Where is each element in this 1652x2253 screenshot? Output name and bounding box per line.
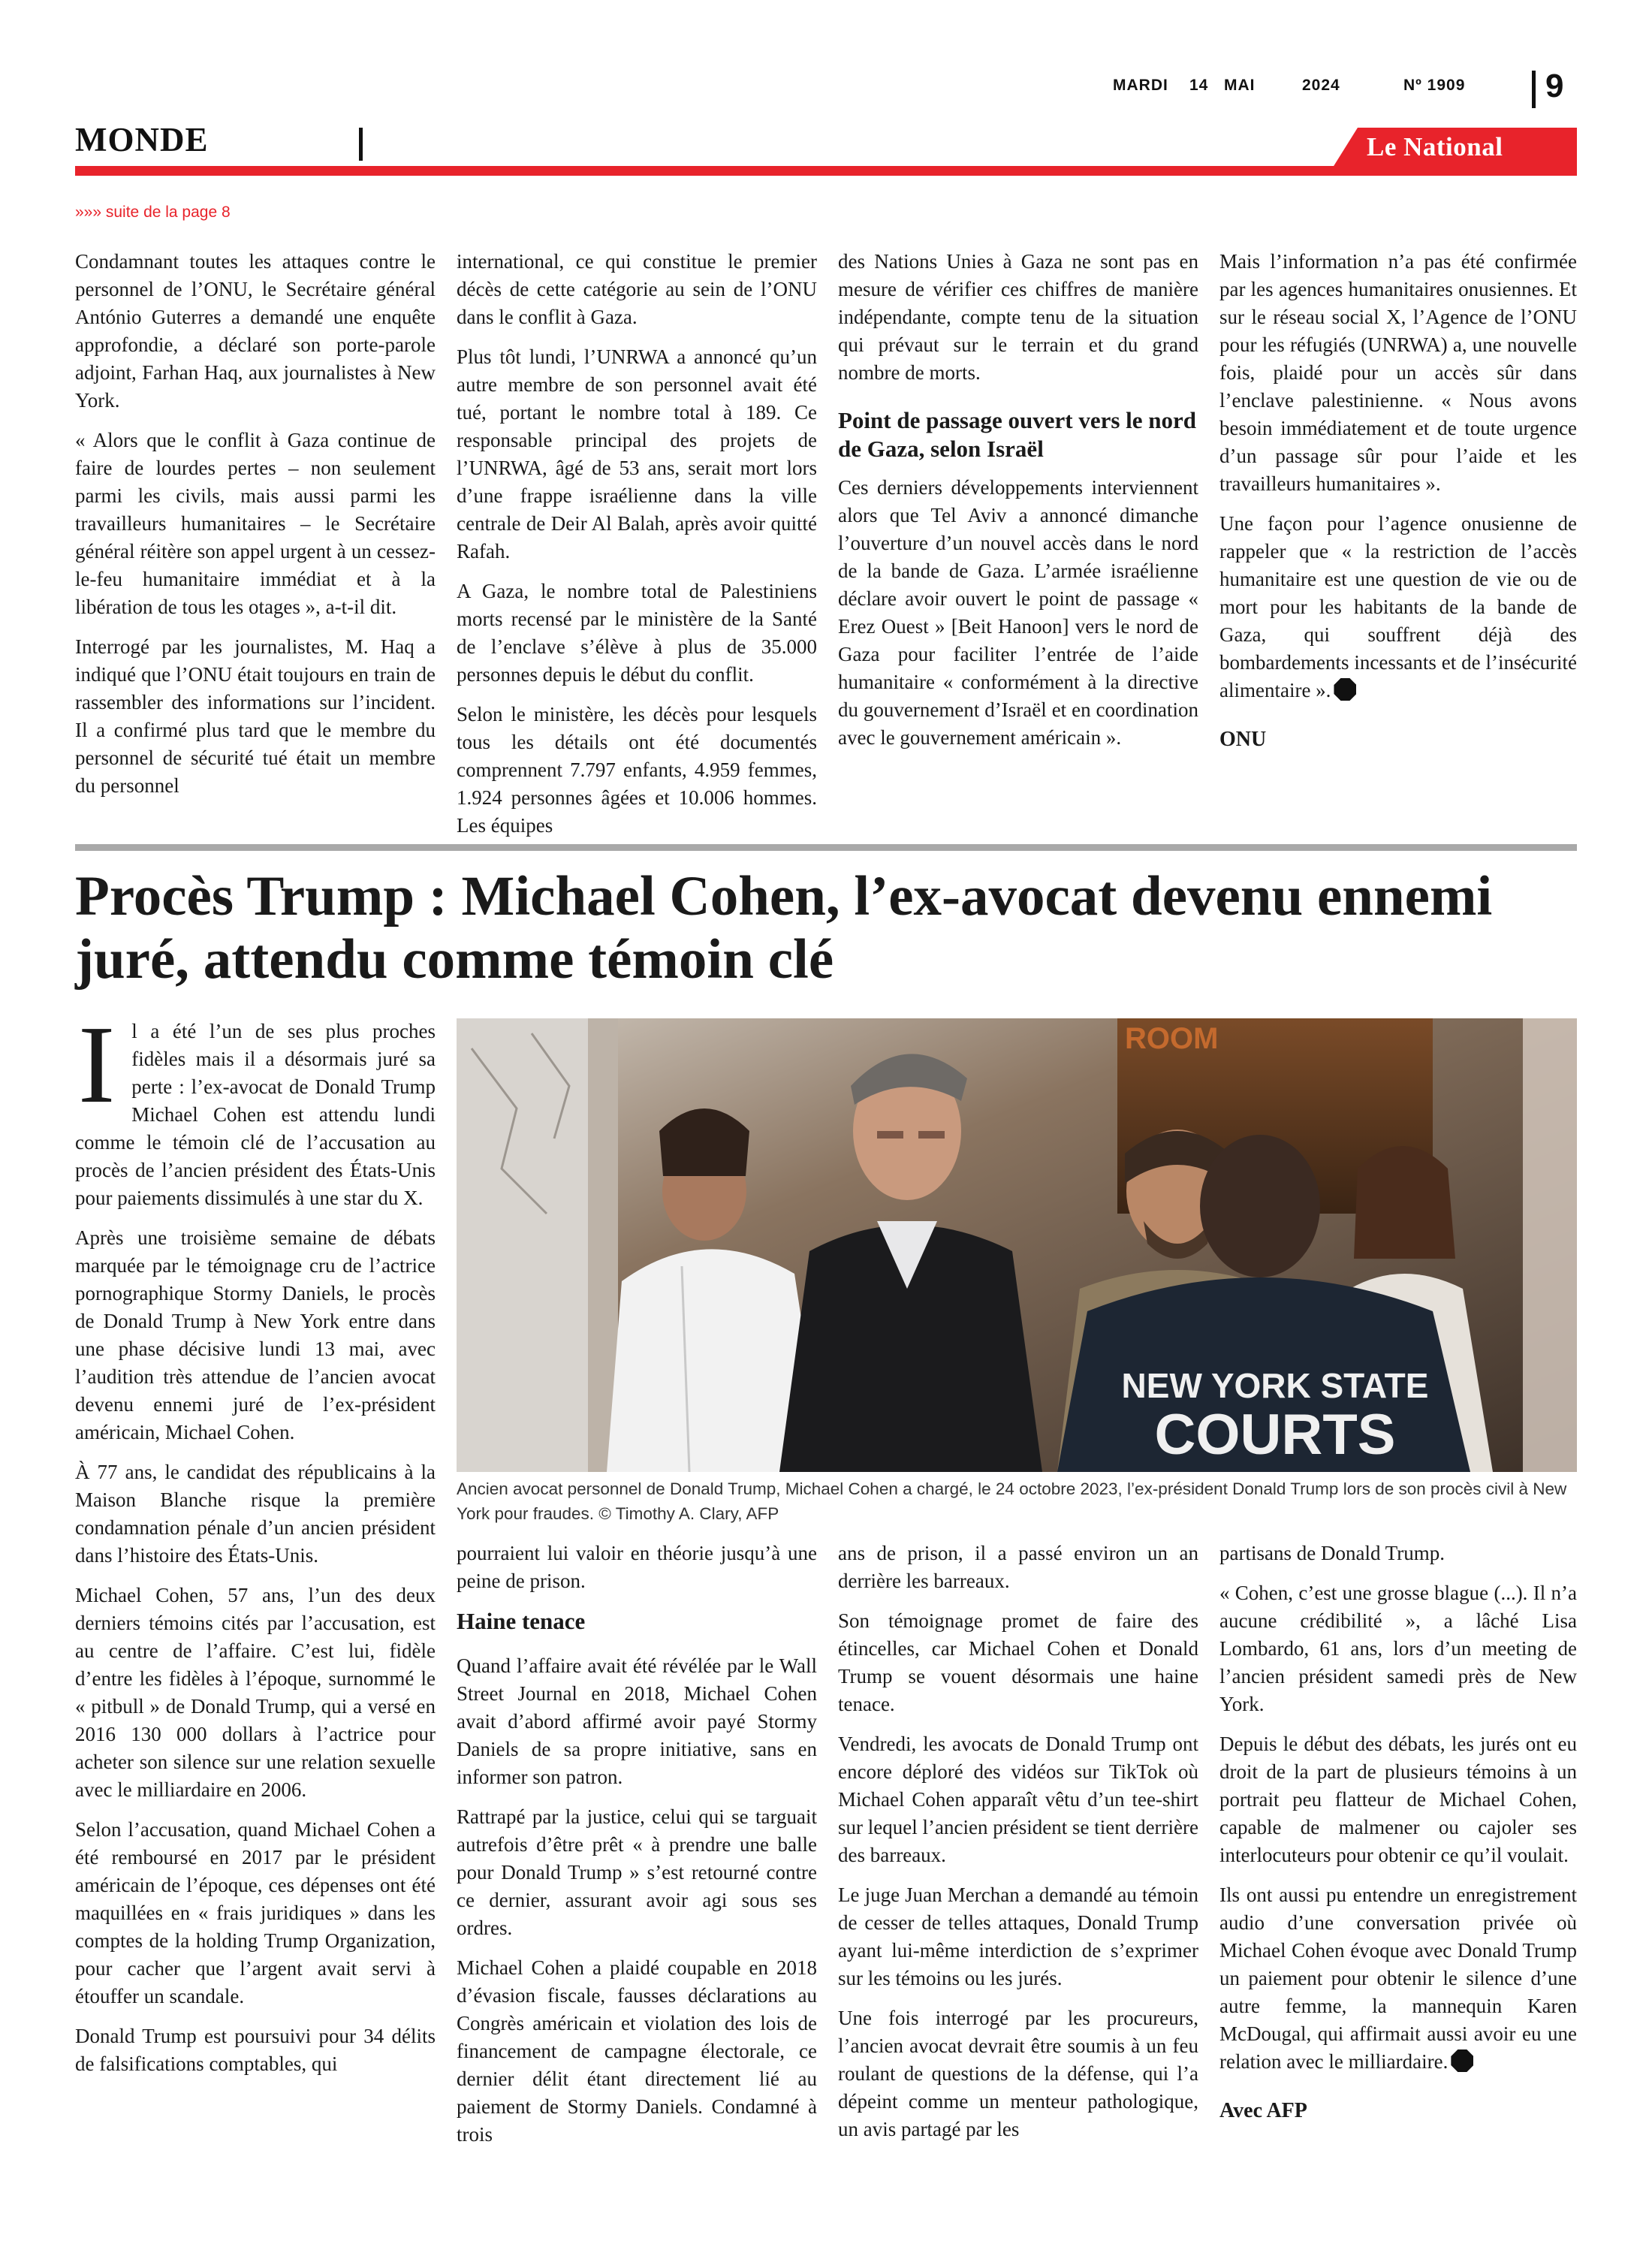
section-separator [359,128,363,161]
main-article-column-2 [457,1540,817,2161]
page-number-separator [1532,71,1536,108]
paragraph: Une fois interrogé par les procureurs, l’ancien avocat devrait être soumis à un feu roulant de questions de la défense, qui l’a dépeint comme un menteur pathologique, un avis partagé par les [838,2007,1198,2140]
paragraph: « Cohen, c’est une grosse blague (...). Il n’a aucune crédibilité », a lâché Lisa Lombardo, 61 ans, lors d’un meeting de l’ancien président samedi près de New York. [1219,1582,1577,1715]
paragraph: ans de prison, il a passé environ un an derrière les barreaux. [838,1542,1198,1592]
issue-month: MAI [1224,77,1256,94]
article-divider [75,844,1577,851]
paragraph: Selon l’accusation, quand Michael Cohen a été remboursé en 2017 par le président américain de l’époque, ces dépenses ont été maquillées en « frais juridiques » dans les comptes de la holding Trump Organization, pour cacher que l’argent avait servi à étouffer un scandale. [75,1818,436,2007]
subheading: Point de passage ouvert vers le nord de Gaza, selon Israël [838,407,1197,462]
paragraph: Plus tôt lundi, l’UNRWA a annoncé qu’un autre membre de son personnel avait été tué, portant le nombre total à 189. Ce responsable principal des projets de l’UNRWA, âgé de 53 ans, serait mort lors d’une frappe israélienne dans la ville centrale de Deir Al Balah, après avoir quitté Rafah. [457,345,817,562]
paragraph: international, ce qui constitue le premier décès de cette catégorie au sein de l’ONU dans le conflit à Gaza. [457,250,817,328]
paragraph [1219,1881,1577,2076]
paragraph: « Alors que le conflit à Gaza continue de faire de lourdes pertes – non seulement parmi les civils, mais aussi parmi les travailleurs humanitaires – le Secrétaire général réitère son appel urgent à un cessez-le-feu humanitaire immédiat et à la libération de tous les otages », a-t-il dit. [75,429,436,618]
newspaper-brand: Le National [1367,132,1503,161]
top-article-column-1 [75,248,436,812]
paragraph: Condamnant toutes les attaques contre le personnel de l’ONU, le Secrétaire général António Guterres a demandé une enquête approfondie, a déclaré son porte-parole adjoint, Farhan Haq, aux journalistes à New York. [75,250,436,412]
paragraph: Ces derniers développements interviennent alors que Tel Aviv a annoncé dimanche l’ouverture d’un nouvel accès dans le nord de la bande de Gaza. L’armée israélienne déclare avoir ouvert le point de passage « Erez Ouest » [Beit Hanoon] vers le nord de Gaza pour faciliter l’entrée de l’aide humanitaire « conformément à la directive du gouvernement d’Israël et en coordination avec le gouvernement américain ». [838,476,1198,749]
page-number: 9 [1545,68,1564,104]
room-sign-text: ROOM [1125,1022,1219,1055]
top-article-column-4 [1219,248,1577,753]
main-article-column-3 [838,1540,1198,2155]
paragraph: Interrogé par les journalistes, M. Haq a indiqué que l’ONU était toujours en train de rassembler des informations sur l’incident. Il a confirmé plus tard que le membre du personnel de sécurité tué était un membre du personnel [75,635,436,797]
subheading: Haine tenace [457,1608,586,1634]
photo-caption: Ancien avocat personnel de Donald Trump, Michael Cohen a chargé, le 24 octobre 2023, l’ex-président Donald Trump lors de son procès civil à New York pour fraudes. © Timothy A. Clary, AFP [457,1479,1567,1523]
continuation-note: »»» suite de la page 8 [75,204,231,221]
drop-cap: I [78,1003,116,1126]
paragraph: Vendredi, les avocats de Donald Trump ont encore déploré des vidéos sur TikTok où Michael Cohen apparaît vêtu d’un tee-shirt sur lequel l’ancien président se tient derrière des barreaux. [838,1733,1198,1866]
paragraph: des Nations Unies à Gaza ne sont pas en mesure de vérifier ces chiffres de manière indépendante, compte tenu de la situation qui prévaut sur le terrain et du grand nombre de morts. [838,250,1198,384]
paragraph: pourraient lui valoir en théorie jusqu’à une peine de prison. [457,1542,817,1592]
paragraph [1219,510,1577,704]
jacket-text-line-2: COURTS [1154,1403,1396,1467]
main-article-column-1 [75,1003,436,2090]
paragraph: Mais l’information n’a pas été confirmée par les agences humanitaires onusiennes. Et sur le réseau social X, l’Agence de l’ONU pour les réfugiés (UNRWA) a, une nouvelle fois, plaidé pour un accès sûr dans l’enclave palestinienne. « Nous avons besoin immédiatement et de toute urgence d’un passage sûr pour l’aide et les travailleurs humanitaires ». [1219,250,1577,495]
article-signature: Avec AFP [1219,2099,1307,2122]
paragraph-text: Une façon pour l’agence onusienne de rappeler que « la restriction de l’accès humanitaire est une question de vie ou de mort pour les habitants de la bande de Gaza, qui souffrent déjà des bombardements incessants et de l’insécurité alimentaire ». [1219,512,1577,701]
lead-paragraph [75,1003,436,1212]
paragraph: Quand l’affaire avait été révélée par le Wall Street Journal en 2018, Michael Cohen avait d’abord affirmé avoir payé Stormy Daniels de sa propre initiative, sans en informer son patron. [457,1654,817,1788]
end-of-article-icon [1334,678,1356,701]
main-article-column-4 [1219,1540,1577,2125]
paragraph: Après une troisième semaine de débats marquée par le témoignage cru de l’actrice pornographique Stormy Daniels, le procès de Donald Trump à New York entre dans une phase décisive lundi 13 mai, avec l’audition très attendue de l’ancien avocat devenu ennemi juré de l’ex-président américain, Michael Cohen. [75,1226,436,1443]
paragraph: Son témoignage promet de faire des étincelles, car Michael Cohen et Donald Trump se vouent désormais une haine tenace. [838,1609,1198,1715]
section-title: MONDE [75,121,209,158]
paragraph: À 77 ans, le candidat des républicains à la Maison Blanche risque la première condamnation pénale d’un ancien président dans l’histoire des États-Unis. [75,1461,436,1567]
paragraph: Donald Trump est poursuivi pour 34 délits de falsifications comptables, qui [75,2025,436,2075]
top-article-column-3 [838,248,1198,764]
courtroom-photo-illustration [457,1018,1577,1472]
paragraph: Le juge Juan Merchan a demandé au témoin de cesser de telles attaques, Donald Trump ayant lui-même interdiction de s’exprimer sur les témoins ou les jurés. [838,1884,1198,1989]
paragraph: Depuis le début des débats, les jurés ont eu droit de la part de plusieurs témoins à un portrait peu flatteur de Michael Cohen, capable de malmener ou cajoler ses interlocuteurs pour obtenir ce qu’il voulait. [1219,1733,1577,1866]
paragraph-text: Ils ont aussi pu entendre un enregistrement audio d’une conversation privée où Michael Cohen évoque avec Donald Trump un paiement pour obtenir le silence d’une autre femme, la mannequin Karen McDougal, qui affirmait aussi avoir eu une relation avec le milliardaire. [1219,1884,1577,2073]
article-photo [457,1018,1577,1472]
issue-number: Nº 1909 [1403,77,1466,94]
paragraph: partisans de Donald Trump. [1219,1542,1445,1564]
issue-day: MARDI [1113,77,1168,94]
paragraph: Selon le ministère, les décès pour lesquels tous les détails ont été documentés comprennent 7.797 enfants, 4.959 femmes, 1.924 personnes âgées et 10.006 hommes. Les équipes [457,703,817,837]
main-headline: Procès Trump : Michael Cohen, l’ex-avocat devenu ennemi juré, attendu comme témoin clé [75,865,1493,991]
article-signature: ONU [1219,728,1267,751]
paragraph: Rattrapé par la justice, celui qui se targuait autrefois d’être prêt « à prendre une balle pour Donald Trump » s’est retourné contre ce dernier, assurant avoir agi sous ses ordres. [457,1805,817,1939]
jacket-text-line-1: NEW YORK STATE [1121,1366,1429,1405]
top-article-column-2 [457,248,817,852]
issue-year: 2024 [1302,77,1340,94]
issue-date-number: 14 [1189,77,1209,94]
end-of-article-icon [1451,2049,1473,2072]
paragraph: A Gaza, le nombre total de Palestiniens morts recensé par le ministère de la Santé de l’enclave s’élève à plus de 35.000 personnes depuis le début du conflit. [457,580,817,686]
lead-text: l a été l’un de ses plus proches fidèles mais il a désormais juré sa perte : l’ex-avocat de Donald Trump Michael Cohen est attendu lundi comme le témoin clé de l’accusation au procès de l’ancien président des États-Unis pour paiements dissimulés à une star du X. [75,1020,436,1209]
paragraph: Michael Cohen a plaidé coupable en 2018 d’évasion fiscale, fausses déclarations au Congrès américain et violation des lois de financement de campagne électorale, ce dernier délit étant directement lié au paiement de Stormy Daniels. Condamné à trois [457,1956,817,2146]
paragraph: Michael Cohen, 57 ans, l’un des deux derniers témoins cités par l’accusation, est au centre de l’affaire. C’est lui, fidèle d’entre les fidèles à l’époque, surnommé le « pitbull » de Donald Trump, qui a versé en 2016 130 000 dollars à l’actrice pour acheter son silence sur une relation sexuelle avec le milliardaire en 2006. [75,1584,436,1801]
